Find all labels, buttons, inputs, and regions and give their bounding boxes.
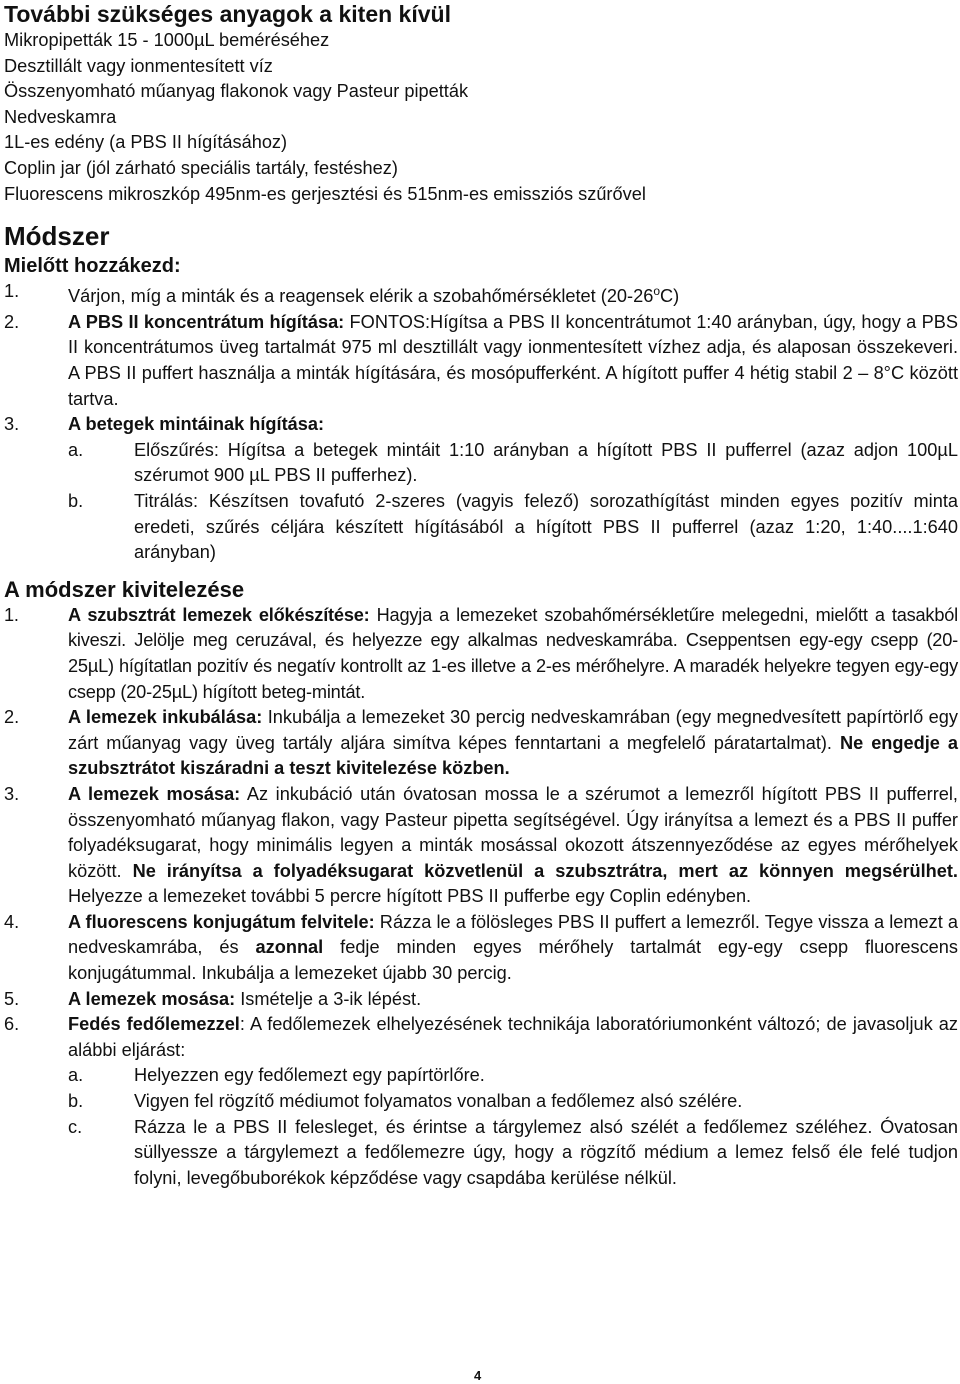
substep-text: Helyezzen egy fedőlemezt egy papírtörlőre. bbox=[134, 1065, 485, 1086]
substep-letter: a. bbox=[68, 439, 84, 460]
procedure-step-3 bbox=[4, 782, 958, 910]
step-text: FONTOS:Hígítsa a PBS II koncentrátumot 1:40 arányban, úgy, hogy a PBS II koncentrátumos üveg tartalmát 975 ml desztillált vagy ionmentesített vízhez adja, és alaposan összekeveri. A PBS II puffert használja a minták hígítására, és mosópufferként. A hígított puffer 4 hétig stabil 2 – 8°C között tartva. bbox=[68, 311, 958, 409]
document-page bbox=[4, 0, 958, 1191]
step-text: Rázza le a fölösleges PBS II puffert a lemezről. Tegye vissza a lemezt a nedveskamrába, és bbox=[68, 911, 958, 958]
materials-item: 1L-es edény (a PBS II hígításához) bbox=[4, 132, 288, 153]
procedure-substep-c bbox=[4, 1115, 958, 1192]
step-text: Ismételje a 3-ik lépést. bbox=[235, 988, 422, 1009]
method-heading: Módszer bbox=[4, 221, 110, 252]
step-number: 1. bbox=[4, 281, 20, 302]
step-text-after: C) bbox=[660, 286, 680, 307]
substep-text: Rázza le a PBS II felesleget, és érintse a tárgylemez alsó szélét a fedőlemez széléhez. Óvatosan süllyessze a tárgylemezt a fedőlemezre úgy, hogy a rögzítő médium a lemez felső éle felé tudjon folyni, levegőbuborékok képződése vagy csapdába kerülése nélkül. bbox=[134, 1116, 958, 1188]
substep-text: Titrálás: Készítsen tovafutó 2-szeres (vagyis felező) sorozathígítást minden egyes pozitív minta eredeti, szűrés céljára készített hígításából a hígított PBS II pufferrel (azaz 1:20, 1:40....1:640 arányban) bbox=[134, 490, 958, 563]
step-title: A lemezek mosása: bbox=[68, 783, 241, 804]
step-title: A fluorescens konjugátum felvitele: bbox=[68, 911, 375, 932]
materials-item: Összenyomható műanyag flakonok vagy Pasteur pipetták bbox=[4, 81, 469, 102]
step-warning: Ne irányítsa a folyadéksugarat közvetlenül a szubsztrátra, mert az könnyen megsérülhet. bbox=[132, 860, 958, 881]
step-title: A PBS II koncentrátum hígítása: bbox=[68, 311, 345, 332]
step-text: Várjon, míg a minták és a reagensek elérik a szobahőmérsékletet (20-26 bbox=[68, 286, 654, 307]
substep-text: Vigyen fel rögzítő médiumot folyamatos vonalban a fedőlemez alsó szélére. bbox=[134, 1091, 743, 1112]
materials-heading: További szükséges anyagok a kiten kívül bbox=[4, 1, 451, 27]
step-text: : A fedőlemezek elhelyezésének technikája laboratóriumonként változó; de javasoljuk az alábbi eljárást: bbox=[68, 1014, 958, 1060]
method-substep-b bbox=[4, 489, 958, 566]
materials-item: Nedveskamra bbox=[4, 106, 117, 127]
step-title: A szubsztrát lemezek előkészítése: bbox=[68, 604, 370, 625]
substep-letter: b. bbox=[68, 1091, 84, 1112]
substep-letter: b. bbox=[68, 490, 84, 511]
procedure-heading: A módszer kivitelezése bbox=[4, 576, 245, 602]
step-number: 2. bbox=[4, 707, 20, 728]
substep-text: Előszűrés: Hígítsa a betegek mintáit 1:10 arányban a hígított PBS II pufferrel (azaz adjon 100µL szérumot 900 µL PBS II pufferhez). bbox=[134, 439, 958, 486]
substep-letter: c. bbox=[68, 1116, 83, 1137]
substep-letter: a. bbox=[68, 1065, 84, 1086]
materials-item: Mikropipetták 15 - 1000µL beméréséhez bbox=[4, 30, 330, 50]
procedure-substep-b bbox=[4, 1089, 958, 1115]
step-title: A lemezek inkubálása: bbox=[68, 707, 263, 728]
procedure-step-2 bbox=[4, 705, 958, 782]
step-title: A betegek mintáinak hígítása: bbox=[68, 414, 325, 435]
procedure-step-6 bbox=[4, 1012, 958, 1063]
step-text: Az inkubáció után óvatosan mossa le a szérumot a lemezről hígított PBS II pufferrel, összenyomható műanyag flakon, vagy Pasteur pipetta segítségével. Úgy irányítsa a lemezt és a PBS II puffer folyadéksugarat, hogy minimális legyen a minták mosással okozott átszennyeződése az egyes mérőhelyek között. bbox=[68, 783, 958, 881]
method-substep-a bbox=[4, 438, 958, 489]
procedure-step-1 bbox=[4, 603, 958, 705]
materials-item: Desztillált vagy ionmentesített víz bbox=[4, 55, 273, 76]
before-start-heading: Mielőtt hozzákezd: bbox=[4, 255, 181, 278]
step-number: 1. bbox=[4, 604, 19, 625]
step-text: Hagyja a lemezeket szobahőmérsékletűre melegedni, mielőtt a tasakból kiveszi. Jelölje meg ceruzával, és helyezze egy alkalmas nedveskamrába. Cseppentsen egy-egy csepp (20-25µL) hígítatlan pozitív és negatív kontrollt az 1-es illetve a 2-es mérőhelyre. A maradék helyekre tegyen egy-egy csepp (20-25µL) hígított beteg-mintát. bbox=[68, 604, 958, 702]
step-number: 4. bbox=[4, 911, 20, 932]
step-number: 6. bbox=[4, 1014, 20, 1035]
method-step-3 bbox=[4, 412, 958, 438]
step-number: 2. bbox=[4, 311, 20, 332]
procedure-substep-a bbox=[4, 1063, 958, 1089]
step-title: Fedés fedőlemezzel bbox=[68, 1014, 240, 1035]
step-warning: Ne engedje a szubsztrátot kiszáradni a teszt kivitelezése közben. bbox=[68, 732, 958, 779]
procedure-step-5 bbox=[4, 987, 958, 1013]
degree-superscript: o bbox=[653, 284, 661, 299]
step-number: 5. bbox=[4, 988, 20, 1009]
step-emphasis: azonnal bbox=[255, 937, 324, 958]
step-number: 3. bbox=[4, 414, 20, 435]
materials-item: Coplin jar (jól zárható speciális tartály, festéshez) bbox=[4, 157, 398, 178]
procedure-step-4 bbox=[4, 910, 958, 987]
page-number: 4 bbox=[474, 1368, 482, 1383]
method-step-1 bbox=[4, 279, 958, 310]
materials-item: Fluorescens mikroszkóp 495nm-es gerjesztési és 515nm-es emissziós szűrővel bbox=[4, 183, 646, 204]
step-text: Inkubálja a lemezeket 30 percig nedveskamrában (egy megnedvesített papírtörlő egy zárt műanyag vagy üveg tartály aljára simítva képes fenntartani a megfelelő páratartalmat). bbox=[68, 707, 958, 753]
step-number: 3. bbox=[4, 783, 20, 804]
method-step-2 bbox=[4, 310, 958, 412]
step-text-2: fedje minden egyes mérőhely tartalmát egy-egy csepp fluorescens konjugátummal. Inkubálja a lemezeket újabb 30 percig. bbox=[68, 937, 959, 984]
step-title: A lemezek mosása: bbox=[68, 988, 236, 1009]
step-text-2: Helyezze a lemezeket további 5 percre hígított PBS II pufferbe egy Coplin edényben. bbox=[68, 886, 752, 907]
